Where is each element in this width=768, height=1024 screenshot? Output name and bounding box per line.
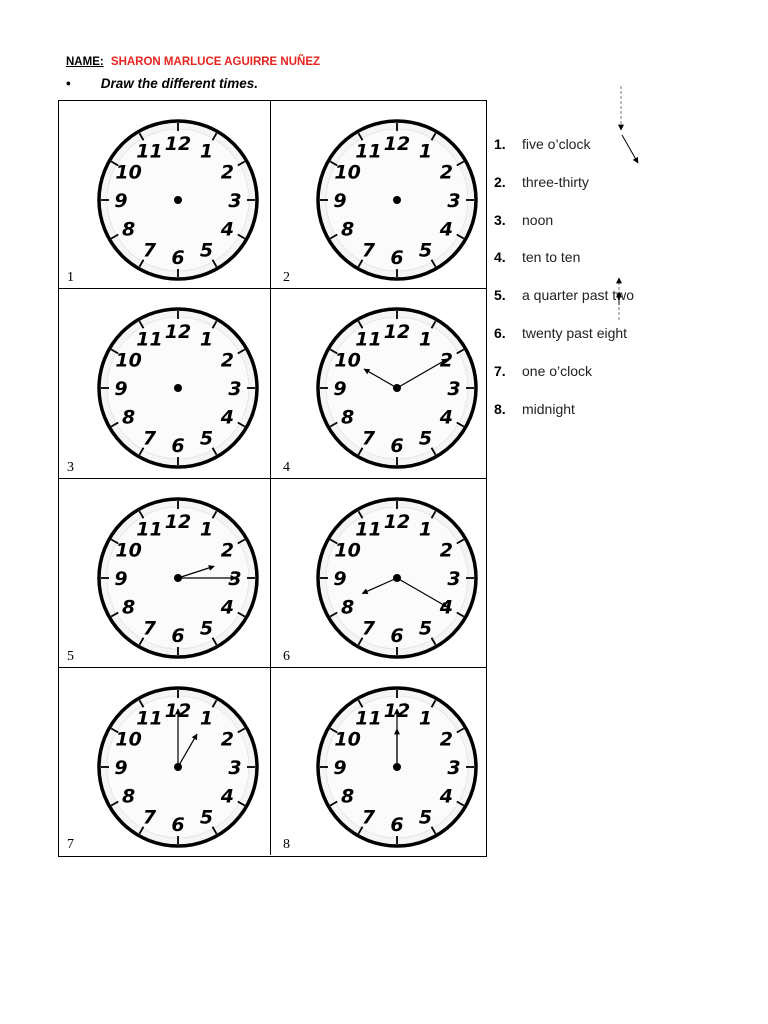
clock-numeral: 9 <box>114 757 128 779</box>
clock-cell <box>271 668 486 855</box>
clock-numeral: 6 <box>390 435 404 457</box>
clock-numeral: 3 <box>228 190 242 212</box>
clock-numeral: 7 <box>142 806 157 829</box>
instruction-line <box>66 76 258 91</box>
clock-numeral: 10 <box>334 728 361 751</box>
student-name-line <box>66 56 320 68</box>
clock-numeral: 9 <box>333 190 347 212</box>
clock-numeral: 7 <box>142 427 157 450</box>
item-number: 4. <box>494 249 506 266</box>
clock-numeral: 4 <box>439 406 453 429</box>
clock-numeral: 12 <box>164 511 192 533</box>
clock-numeral: 7 <box>361 427 376 450</box>
list-item <box>494 212 634 250</box>
clock-cell <box>59 101 271 289</box>
bullet-icon: • <box>66 76 71 91</box>
clock-number: 5 <box>67 649 74 664</box>
clock-grid <box>58 100 487 857</box>
clock-numeral: 6 <box>171 435 185 457</box>
clock-numeral: 4 <box>220 785 234 808</box>
clock-numeral: 3 <box>447 568 461 590</box>
clock-numeral: 5 <box>418 806 433 829</box>
clock-face-icon[interactable] <box>95 117 261 283</box>
clock-face-icon[interactable] <box>95 495 261 661</box>
clock-numeral: 3 <box>447 190 461 212</box>
clock-numeral: 5 <box>418 427 433 450</box>
time-label: ten to ten <box>522 249 581 266</box>
clock-numeral: 4 <box>220 218 234 241</box>
clock-numeral: 3 <box>447 378 461 400</box>
clock-numeral: 7 <box>361 806 376 829</box>
list-item <box>494 249 634 287</box>
clock-numeral: 2 <box>439 161 453 184</box>
clock-numeral: 10 <box>334 349 361 372</box>
clock-numeral: 12 <box>383 321 411 343</box>
clock-numeral: 7 <box>361 617 376 640</box>
clock-numeral: 5 <box>418 239 433 262</box>
clock-numeral: 10 <box>115 161 142 184</box>
clock-numeral: 11 <box>136 140 163 163</box>
list-item <box>494 287 634 325</box>
clock-face-icon[interactable] <box>314 684 480 850</box>
time-label: twenty past eight <box>522 324 628 341</box>
clock-numeral: 1 <box>418 707 433 730</box>
clock-cell <box>59 289 271 479</box>
times-list <box>494 136 634 438</box>
clock-numeral: 8 <box>122 785 136 808</box>
item-number: 7. <box>494 362 506 379</box>
center-dot <box>174 384 182 392</box>
clock-numeral: 8 <box>341 218 355 241</box>
list-item <box>494 325 634 363</box>
item-number: 2. <box>494 173 506 190</box>
clock-numeral: 9 <box>333 378 347 400</box>
clock-numeral: 8 <box>341 596 355 619</box>
clock-numeral: 8 <box>341 785 355 808</box>
item-number: 1. <box>494 136 506 152</box>
clock-number: 3 <box>67 460 74 475</box>
name-label: NAME: <box>66 56 104 68</box>
clock-numeral: 5 <box>199 617 214 640</box>
clock-numeral: 4 <box>439 596 453 619</box>
clock-numeral: 8 <box>122 596 136 619</box>
clock-face-icon[interactable] <box>314 117 480 283</box>
clock-numeral: 2 <box>220 161 234 184</box>
clock-numeral: 1 <box>199 707 214 730</box>
clock-numeral: 3 <box>228 568 242 590</box>
clock-numeral: 2 <box>439 539 453 562</box>
time-label: five o’clock <box>522 136 591 152</box>
clock-numeral: 12 <box>383 133 411 155</box>
clock-cell <box>271 479 486 668</box>
clock-numeral: 1 <box>199 328 214 351</box>
item-number: 3. <box>494 211 506 228</box>
clock-numeral: 5 <box>199 239 214 262</box>
clock-numeral: 9 <box>333 757 347 779</box>
item-number: 5. <box>494 287 506 304</box>
clock-numeral: 2 <box>439 349 453 372</box>
clock-number: 7 <box>67 837 74 852</box>
clock-numeral: 7 <box>142 239 157 262</box>
clock-numeral: 9 <box>333 568 347 590</box>
clock-number: 1 <box>67 270 74 285</box>
clock-numeral: 6 <box>171 247 185 269</box>
clock-numeral: 9 <box>114 378 128 400</box>
clock-numeral: 6 <box>171 625 185 647</box>
clock-numeral: 1 <box>199 518 214 541</box>
clock-number: 8 <box>283 837 290 852</box>
center-dot <box>174 196 182 204</box>
instruction-text: Draw the different times. <box>100 76 259 91</box>
clock-numeral: 11 <box>136 328 163 351</box>
center-dot <box>393 763 401 771</box>
clock-numeral: 12 <box>164 700 192 722</box>
item-number: 8. <box>494 400 506 417</box>
clock-numeral: 4 <box>439 785 453 808</box>
clock-numeral: 5 <box>199 806 214 829</box>
clock-numeral: 2 <box>220 349 234 372</box>
clock-numeral: 12 <box>164 321 192 343</box>
clock-face-icon[interactable] <box>95 684 261 850</box>
clock-numeral: 10 <box>115 349 142 372</box>
clock-numeral: 6 <box>390 625 404 647</box>
clock-numeral: 3 <box>447 757 461 779</box>
clock-numeral: 7 <box>361 239 376 262</box>
clock-numeral: 4 <box>220 406 234 429</box>
clock-numeral: 11 <box>355 518 382 541</box>
clock-numeral: 4 <box>220 596 234 619</box>
clock-numeral: 1 <box>418 518 433 541</box>
list-item <box>494 363 634 401</box>
time-label: a quarter past two <box>522 287 635 304</box>
clock-numeral: 6 <box>390 814 404 836</box>
clock-numeral: 11 <box>355 707 382 730</box>
clock-numeral: 11 <box>355 328 382 351</box>
clock-numeral: 9 <box>114 190 128 212</box>
student-name: SHARON MARLUCE AGUIRRE NUÑEZ <box>110 56 321 68</box>
clock-number: 6 <box>283 649 290 664</box>
time-label: three-thirty <box>522 173 589 190</box>
center-dot <box>393 196 401 204</box>
clock-numeral: 7 <box>142 617 157 640</box>
clock-numeral: 1 <box>418 328 433 351</box>
center-dot <box>174 763 182 771</box>
clock-numeral: 11 <box>136 707 163 730</box>
clock-numeral: 1 <box>199 140 214 163</box>
clock-numeral: 8 <box>341 406 355 429</box>
clock-numeral: 1 <box>418 140 433 163</box>
item-number: 6. <box>494 324 506 341</box>
clock-cell <box>59 479 271 668</box>
clock-face-icon[interactable] <box>314 305 480 471</box>
clock-numeral: 2 <box>220 728 234 751</box>
center-dot <box>174 574 182 582</box>
clock-cell <box>271 289 486 479</box>
clock-numeral: 10 <box>115 539 142 562</box>
center-dot <box>393 384 401 392</box>
clock-numeral: 8 <box>122 218 136 241</box>
clock-numeral: 12 <box>383 511 411 533</box>
time-label: one o’clock <box>522 362 593 379</box>
clock-numeral: 10 <box>334 161 361 184</box>
clock-numeral: 5 <box>199 427 214 450</box>
clock-numeral: 4 <box>439 218 453 241</box>
clock-numeral: 9 <box>114 568 128 590</box>
clock-face-icon[interactable] <box>314 495 480 661</box>
clock-number: 4 <box>283 460 290 475</box>
clock-numeral: 11 <box>355 140 382 163</box>
time-label: midnight <box>522 400 575 417</box>
list-item <box>494 401 634 439</box>
clock-numeral: 8 <box>122 406 136 429</box>
clock-numeral: 2 <box>220 539 234 562</box>
center-dot <box>393 574 401 582</box>
clock-number: 2 <box>283 270 290 285</box>
clock-cell <box>271 101 486 289</box>
time-label: noon <box>522 211 554 228</box>
clock-numeral: 6 <box>390 247 404 269</box>
list-item <box>494 136 634 174</box>
clock-numeral: 5 <box>418 617 433 640</box>
clock-numeral: 12 <box>164 133 192 155</box>
clock-numeral: 6 <box>171 814 185 836</box>
clock-numeral: 3 <box>228 757 242 779</box>
clock-numeral: 12 <box>383 700 411 722</box>
clock-numeral: 10 <box>334 539 361 562</box>
clock-numeral: 3 <box>228 378 242 400</box>
clock-cell <box>59 668 271 855</box>
clock-numeral: 11 <box>136 518 163 541</box>
list-item <box>494 174 634 212</box>
clock-numeral: 10 <box>115 728 142 751</box>
clock-face-icon[interactable] <box>95 305 261 471</box>
clock-numeral: 2 <box>439 728 453 751</box>
